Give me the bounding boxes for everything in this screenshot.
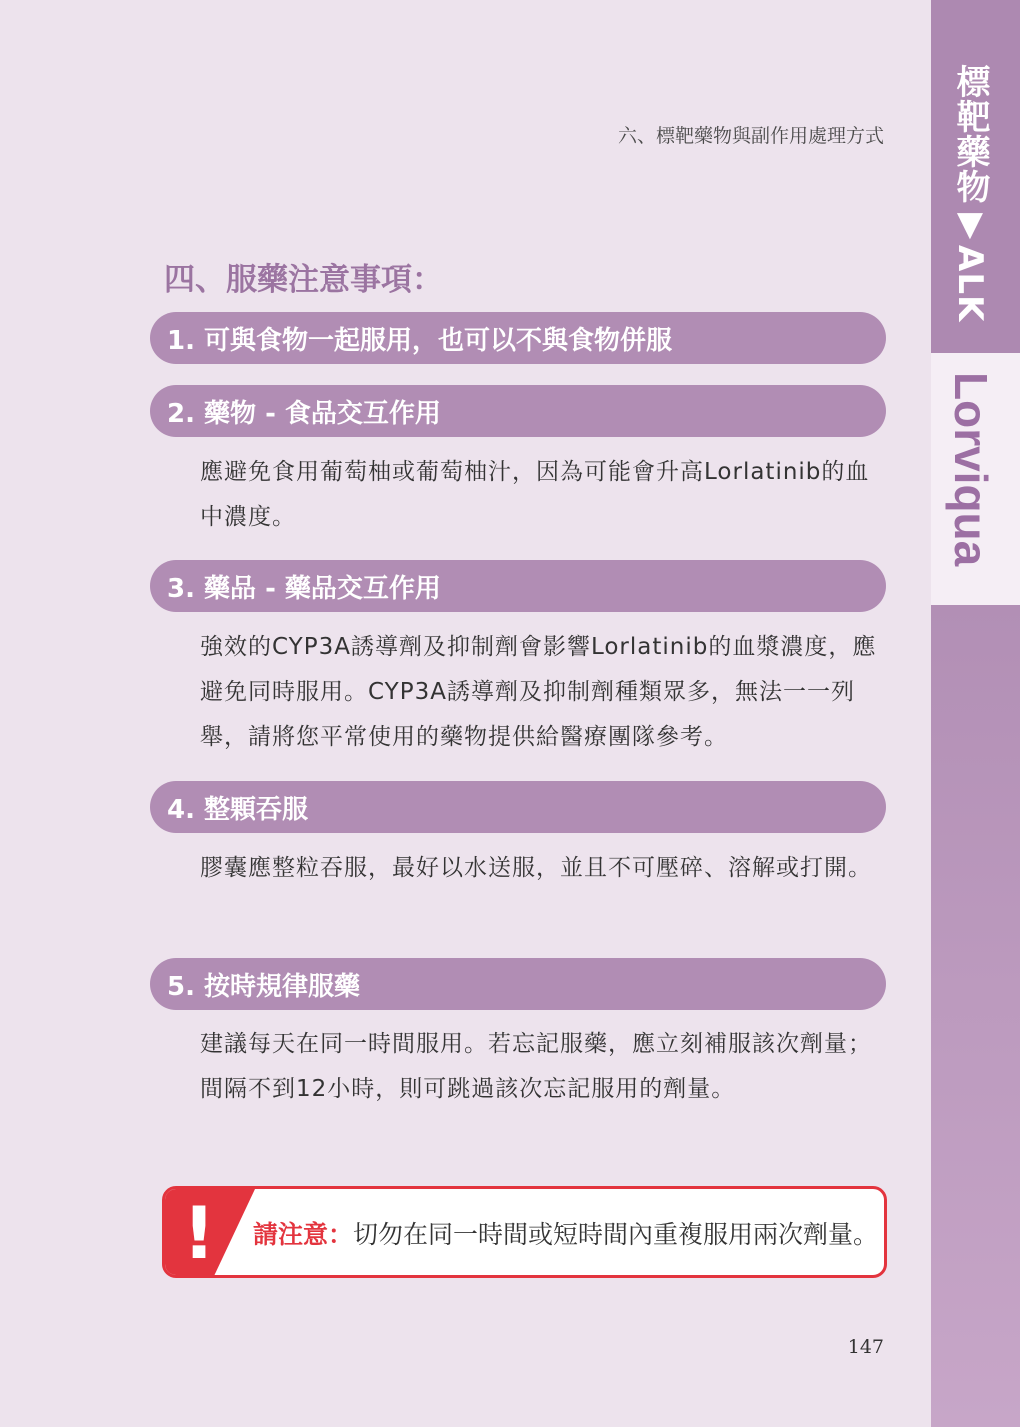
warning-box	[162, 1186, 887, 1278]
item-heading-text: 3. 藥品 - 藥品交互作用	[167, 573, 441, 604]
item-body-2: 應避免食用葡萄柚或葡萄柚汁，因為可能會升高Lorlatinib的血中濃度。	[200, 459, 870, 530]
running-head: 六、標靶藥物與副作用處理方式	[617, 125, 884, 147]
item-body-5: 建議每天在同一時間服用。若忘記服藥，應立刻補服該次劑量；間隔不到12小時，則可跳過該次忘記服用的劑量。	[200, 1031, 872, 1102]
item-heading-5	[150, 958, 886, 1010]
page-number: 147	[847, 1336, 884, 1358]
item-body-3: 強效的CYP3A誘導劑及抑制劑會影響Lorlatinib的血漿濃度，應避免同時服用。CYP3A誘導劑及抑制劑種類眾多，無法一一列舉，請將您平常使用的藥物提供給醫療團隊參考。	[200, 634, 877, 750]
side-tab-category: 標靶藥物▼ALK	[950, 64, 990, 323]
item-heading-1	[150, 312, 886, 364]
item-body-4: 膠囊應整粒吞服，最好以水送服，並且不可壓碎、溶解或打開。	[200, 855, 872, 881]
side-tab-bottom	[931, 605, 1020, 1427]
item-heading-2	[150, 385, 886, 437]
item-heading-text: 1. 可與食物一起服用，也可以不與食物併服	[167, 325, 673, 356]
item-heading-text: 2. 藥物 - 食品交互作用	[167, 398, 441, 429]
side-tab-drug-name: Lorviqua	[945, 372, 997, 567]
warning-text: 切勿在同一時間或短時間內重複服用兩次劑量。	[353, 1220, 879, 1249]
item-heading-text: 5. 按時規律服藥	[167, 971, 361, 1002]
exclamation-icon: !	[182, 1191, 216, 1275]
item-heading-3	[150, 560, 886, 612]
warning-label: 請注意：	[253, 1220, 354, 1249]
section-title: 四、服藥注意事項：	[164, 262, 443, 298]
item-heading-text: 4. 整顆吞服	[167, 794, 309, 825]
item-heading-4	[150, 781, 886, 833]
